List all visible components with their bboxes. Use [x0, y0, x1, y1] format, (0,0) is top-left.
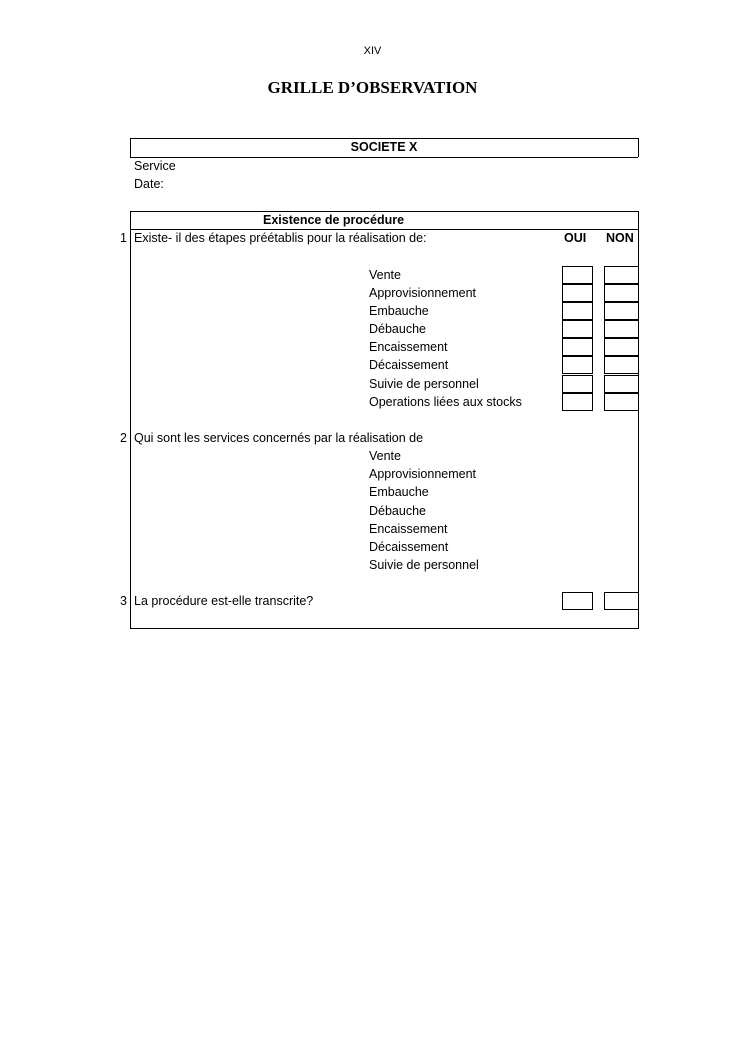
section-heading: Existence de procédure: [263, 213, 405, 227]
q2-item-debauche: Débauche: [369, 504, 426, 518]
section-left-border: [130, 211, 131, 629]
q2-item-vente: Vente: [369, 449, 401, 463]
question-2-text: Qui sont les services concernés par la réalisation de: [134, 431, 424, 445]
q1-encaissement-non-checkbox[interactable]: [604, 338, 638, 356]
q1-item-operations-stocks: Operations liées aux stocks: [369, 395, 522, 409]
page-title: GRILLE D’OBSERVATION: [267, 78, 478, 97]
question-3-text: La procédure est-elle transcrite?: [134, 594, 314, 608]
q1-item-embauche: Embauche: [369, 304, 429, 318]
q1-approvisionnement-non-checkbox[interactable]: [604, 284, 638, 302]
q1-decaissement-non-checkbox[interactable]: [604, 356, 638, 374]
company-name: SOCIETE X: [350, 140, 418, 154]
q1-debauche-non-checkbox[interactable]: [604, 320, 638, 338]
section-right-border: [638, 211, 639, 629]
q1-embauche-oui-checkbox[interactable]: [562, 302, 593, 320]
q3-oui-checkbox[interactable]: [562, 592, 593, 610]
q1-operations-stocks-oui-checkbox[interactable]: [562, 393, 593, 411]
question-2-number: 2: [120, 431, 127, 445]
service-label: Service: [134, 159, 176, 173]
question-3-number: 3: [120, 594, 127, 608]
question-1-text: Existe- il des étapes préétablis pour la réalisation de:: [134, 231, 427, 245]
q1-vente-oui-checkbox[interactable]: [562, 266, 593, 284]
q2-item-suivie-de-personnel: Suivie de personnel: [369, 558, 479, 572]
q1-embauche-non-checkbox[interactable]: [604, 302, 638, 320]
column-oui-label: OUI: [564, 231, 587, 245]
q1-item-vente: Vente: [369, 268, 401, 282]
q1-operations-stocks-non-checkbox[interactable]: [604, 393, 638, 411]
q2-item-decaissement: Décaissement: [369, 540, 449, 554]
q1-vente-non-checkbox[interactable]: [604, 266, 638, 284]
company-box-right-border: [638, 138, 639, 157]
q3-non-checkbox[interactable]: [604, 592, 638, 610]
q1-encaissement-oui-checkbox[interactable]: [562, 338, 593, 356]
q1-suivie-personnel-oui-checkbox[interactable]: [562, 375, 593, 393]
page-number: XIV: [363, 45, 382, 57]
q1-item-suivie-de-personnel: Suivie de personnel: [369, 377, 479, 391]
question-1-number: 1: [120, 231, 127, 245]
q2-item-approvisionnement: Approvisionnement: [369, 467, 477, 481]
q1-debauche-oui-checkbox[interactable]: [562, 320, 593, 338]
company-box-divider: [130, 157, 638, 158]
q1-item-approvisionnement: Approvisionnement: [369, 286, 477, 300]
q1-suivie-personnel-non-checkbox[interactable]: [604, 375, 638, 393]
q2-item-embauche: Embauche: [369, 485, 429, 499]
q1-decaissement-oui-checkbox[interactable]: [562, 356, 593, 374]
date-label: Date:: [134, 177, 164, 191]
q1-approvisionnement-oui-checkbox[interactable]: [562, 284, 593, 302]
q1-item-encaissement: Encaissement: [369, 340, 448, 354]
q2-item-encaissement: Encaissement: [369, 522, 448, 536]
q1-item-decaissement: Décaissement: [369, 358, 449, 372]
q1-item-debauche: Débauche: [369, 322, 426, 336]
section-bottom-border: [130, 628, 638, 629]
column-non-label: NON: [606, 231, 634, 245]
